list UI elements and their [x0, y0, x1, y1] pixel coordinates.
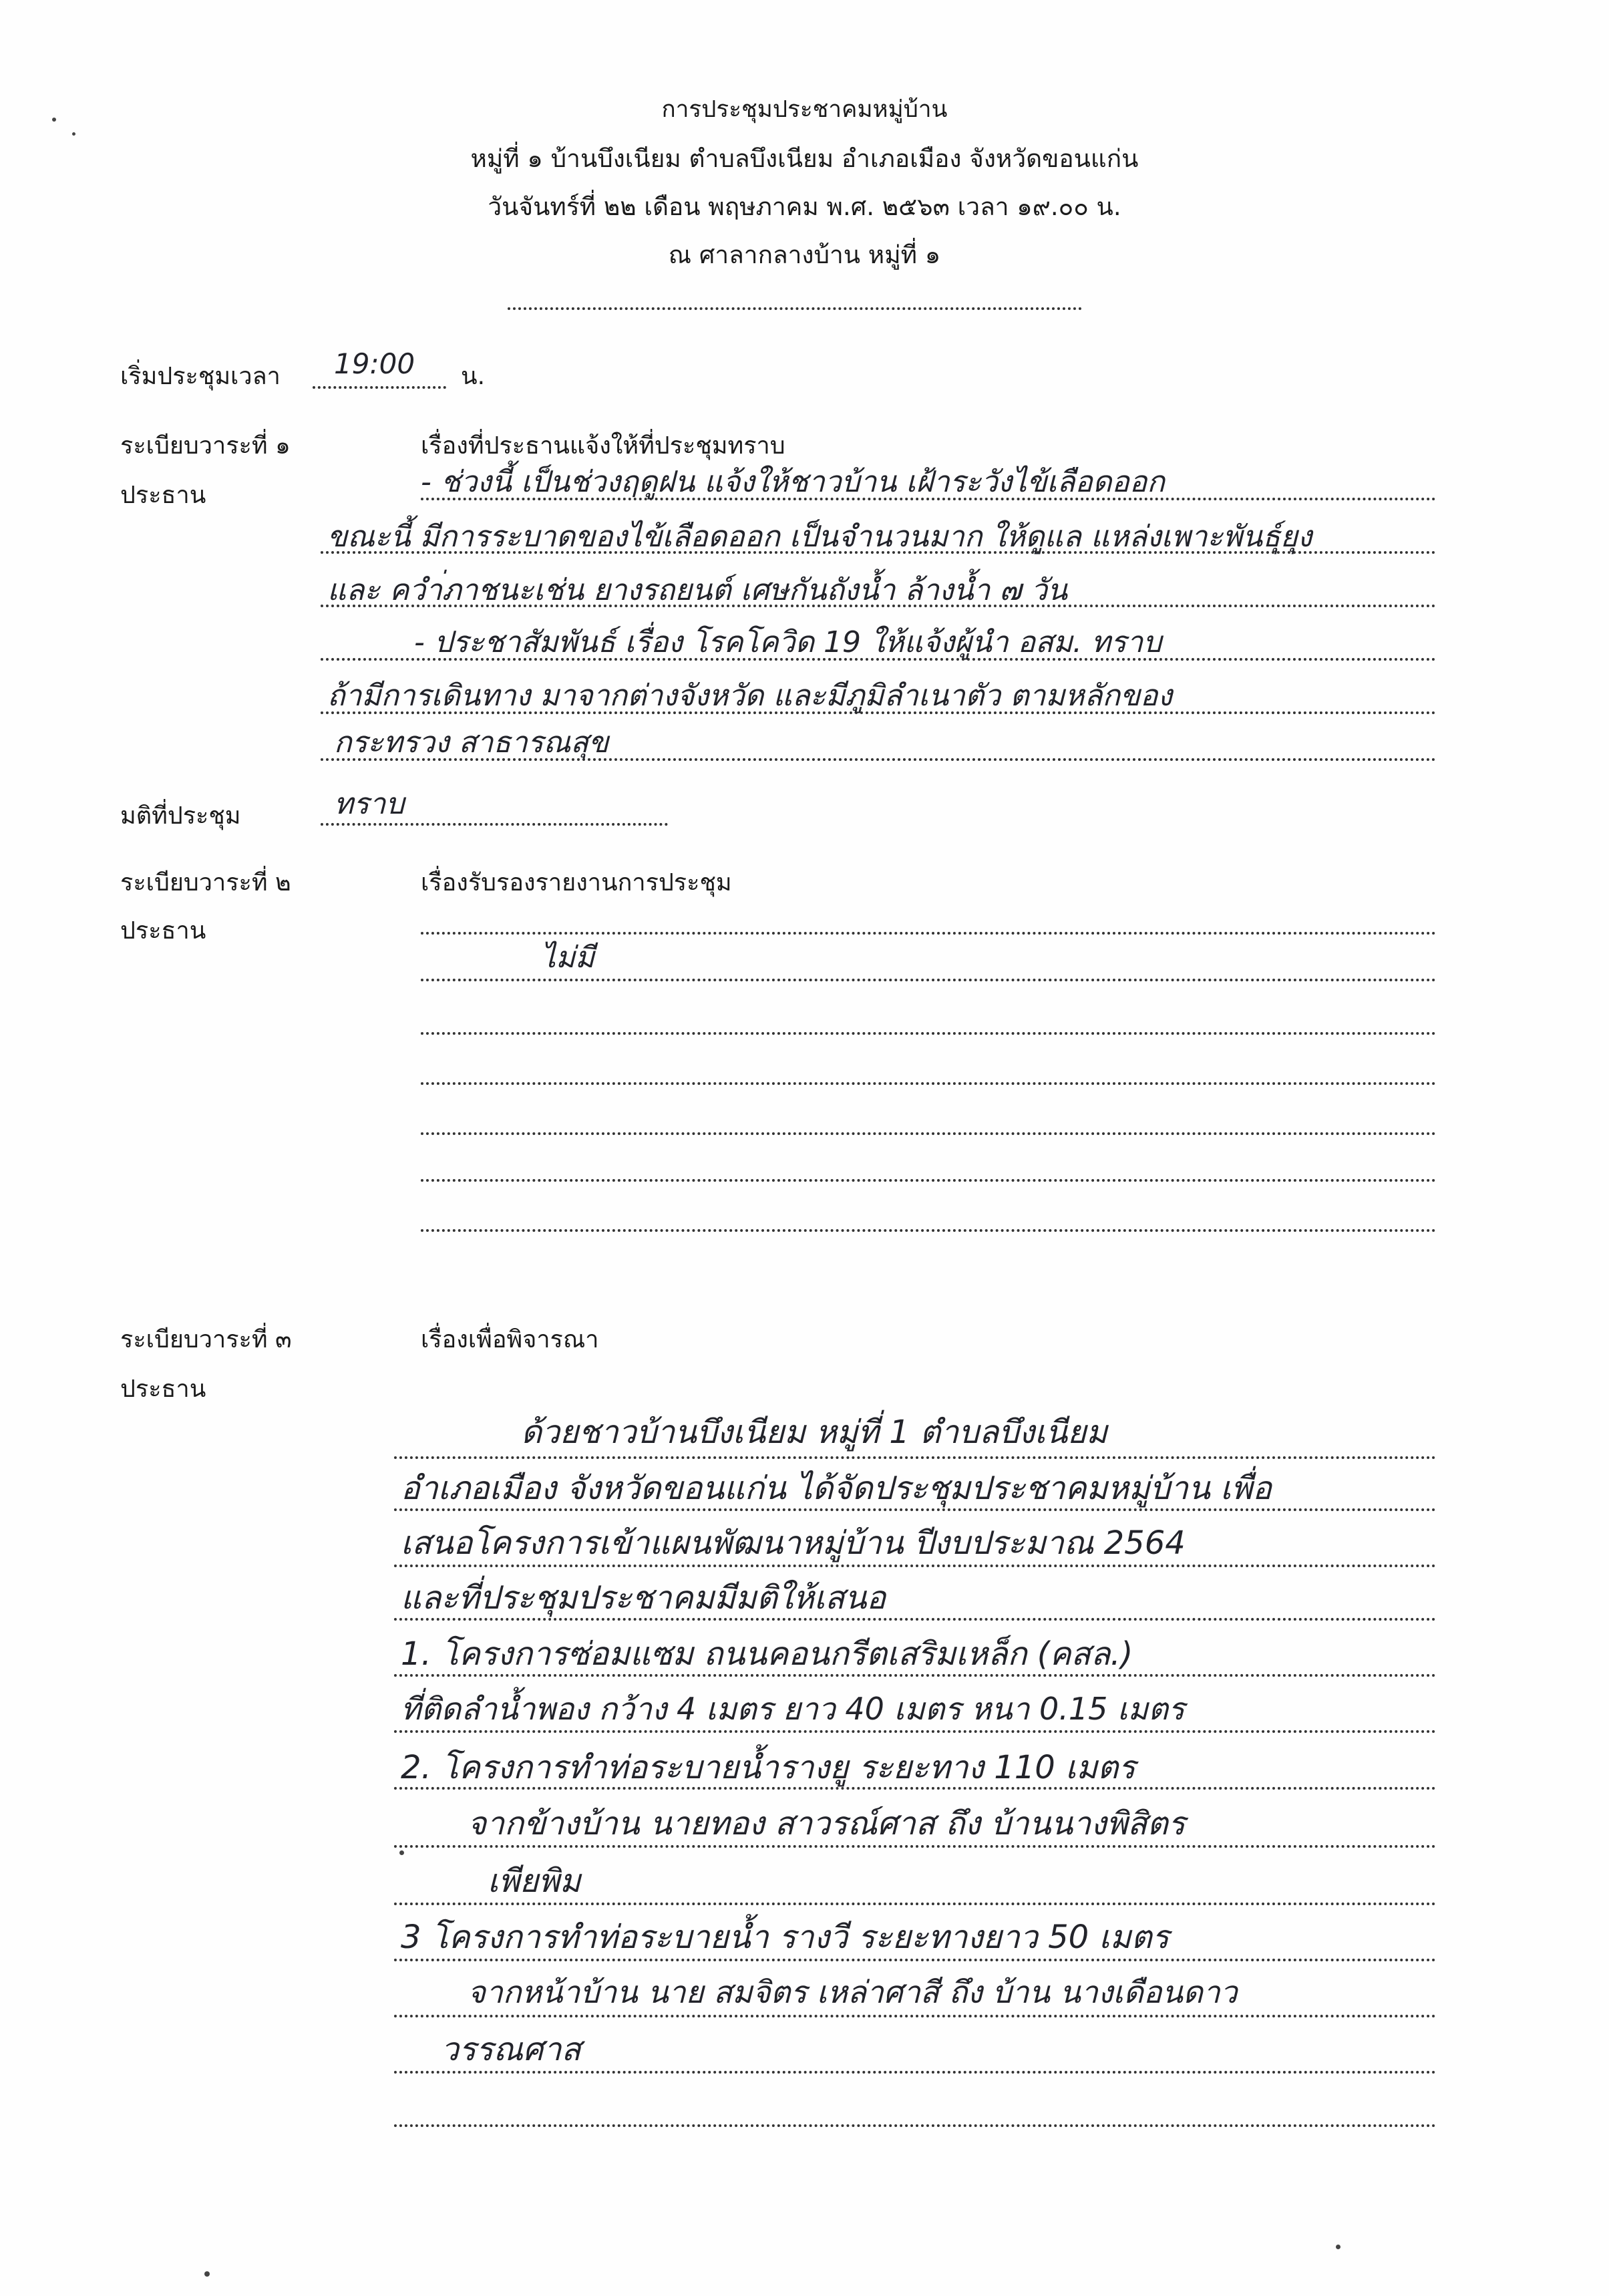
start-time-field — [313, 386, 446, 389]
agenda-1-number: ระเบียบวาระที่ ๑ — [120, 432, 291, 460]
agenda-3-note: จากหน้าบ้าน นาย สมจิตร เหล่าศาสี ถึง บ้าน นางเดือนดาว — [468, 1974, 1238, 2010]
agenda-3-note: 3 โครงการทำท่อระบายน้ำ รางวี ระยะทางยาว 50 เมตร — [401, 1919, 1170, 1956]
agenda-3-note: เสนอโครงการเข้าแผนพัฒนาหมู่บ้าน ปีงบประมาณ 2564 — [401, 1524, 1186, 1562]
agenda-2-line — [421, 1082, 1436, 1085]
agenda-2-line — [421, 979, 1436, 981]
header-title: การประชุมประชาคมหมู่บ้าน — [661, 96, 948, 123]
agenda-3-note: ด้วยชาวบ้านบึงเนียม หมู่ที่ 1 ตำบลบึงเนียม — [521, 1414, 1107, 1451]
start-time-label: เริ่มประชุมเวลา — [120, 363, 281, 390]
agenda-3-note: เพียพิม — [488, 1862, 581, 1900]
scan-speck — [72, 132, 75, 136]
agenda-3-note: 2. โครงการทำท่อระบายน้ำรางยู ระยะทาง 110 เมตร — [401, 1749, 1136, 1786]
agenda-2-presenter: ประธาน — [120, 917, 206, 945]
start-time-value: 19:00 — [334, 347, 415, 380]
agenda-3-note: อำเภอเมือง จังหวัดขอนแก่น ได้จัดประชุมประชาคมหมู่บ้าน เพื่อ — [401, 1470, 1272, 1507]
header-divider — [508, 307, 1082, 310]
start-time-unit: น. — [461, 363, 486, 390]
agenda-1-presenter: ประธาน — [120, 482, 206, 509]
agenda-2-line — [421, 1132, 1436, 1135]
scan-speck — [399, 1850, 404, 1855]
agenda-1-note: และ ควำ่ภาชนะเช่น ยางรถยนต์ เศษกันถังน้ำ ล้างน้ำ ๗ วัน — [327, 573, 1068, 607]
agenda-2-line — [421, 1179, 1436, 1182]
header-venue: ณ ศาลากลางบ้าน หมู่ที่ ๑ — [668, 240, 941, 269]
scan-speck — [204, 2271, 210, 2277]
resolution-value: ทราบ — [334, 787, 405, 821]
agenda-2-note: ไม่มี — [541, 941, 595, 975]
agenda-3-number: ระเบียบวาระที่ ๓ — [120, 1326, 292, 1353]
scan-speck — [52, 118, 56, 122]
scan-speck — [1336, 2245, 1340, 2249]
header-village: หมู่ที่ ๑ บ้านบึงเนียม ตำบลบึงเนียม อำเภอเมือง จังหวัดขอนแก่น — [470, 144, 1139, 173]
agenda-2-line — [421, 932, 1436, 935]
resolution-label: มติที่ประชุม — [120, 802, 241, 830]
agenda-1-note: - ช่วงนี้ เป็นช่วงฤดูฝน แจ้งให้ชาวบ้าน เฝ้าระวังไข้เลือดออก — [421, 465, 1165, 499]
agenda-3-note: จากข้างบ้าน นายทอง สาวรณ์ศาส ถึง บ้านนางพิสิตร — [468, 1805, 1186, 1842]
agenda-3-note: และที่ประชุมประชาคมมีมติให้เสนอ — [401, 1579, 886, 1617]
agenda-2-title: เรื่องรับรองรายงานการประชุม — [421, 869, 732, 896]
agenda-3-note: วรรณศาส — [441, 2031, 581, 2068]
agenda-2-line — [421, 1032, 1436, 1035]
agenda-1-note: กระทรวง สาธารณสุข — [334, 725, 609, 760]
agenda-2-line — [421, 1229, 1436, 1232]
agenda-3-presenter: ประธาน — [120, 1375, 206, 1403]
agenda-3-note: ที่ติดลำน้ำพอง กว้าง 4 เมตร ยาว 40 เมตร หนา 0.15 เมตร — [401, 1691, 1185, 1727]
agenda-2-number: ระเบียบวาระที่ ๒ — [120, 869, 291, 896]
agenda-3-title: เรื่องเพื่อพิจารณา — [421, 1326, 599, 1353]
agenda-1-note: ขณะนี้ มีการระบาดของไข้เลือดออก เป็นจำนวนมาก ให้ดูแล แหล่งเพาะพันธุ์ยุง — [327, 520, 1312, 554]
agenda-3-line — [394, 2124, 1436, 2127]
agenda-3-note: 1. โครงการซ่อมแซม ถนนคอนกรีตเสริมเหล็ก (คสล.) — [401, 1635, 1133, 1673]
agenda-1-note: ถ้ามีการเดินทาง มาจากต่างจังหวัด และมีภูมิลำเนาตัว ตามหลักของ — [327, 679, 1172, 713]
agenda-1-title: เรื่องที่ประธานแจ้งให้ที่ประชุมทราบ — [421, 432, 785, 460]
agenda-1-note: - ประชาสัมพันธ์ เรื่อง โรคโควิด 19 ให้แจ้งผู้นำ อสม. ทราบ — [414, 625, 1162, 659]
header-datetime: วันจันทร์ที่ ๒๒ เดือน พฤษภาคม พ.ศ. ๒๕๖๓ เวลา ๑๙.๐๐ น. — [488, 192, 1121, 221]
